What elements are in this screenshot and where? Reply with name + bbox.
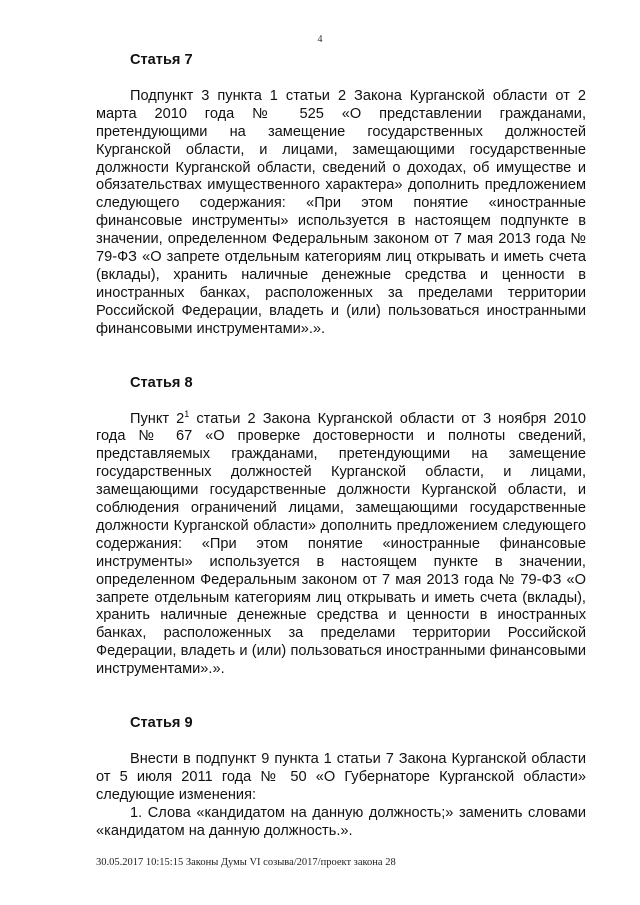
article-paragraph: 1. Слова «кандидатом на данную должность;» заменить словами «кандидатом на данную должность.». <box>96 804 586 839</box>
article-7 <box>96 52 586 339</box>
paragraph-prefix: Пункт 2 <box>130 410 185 427</box>
superscript-marker: 1 <box>184 408 190 419</box>
article-title: Статья 7 <box>130 52 193 68</box>
document-body <box>96 52 586 841</box>
article-paragraph: Внести в подпункт 9 пункта 1 статьи 7 Закона Курганской области от 5 июля 2011 года № 50 «О Губернаторе Курганской области» следующие изменения: <box>96 751 586 803</box>
article-8 <box>96 375 586 680</box>
article-title: Статья 8 <box>130 374 193 391</box>
article-paragraph <box>96 408 586 680</box>
page-number: 4 <box>317 34 323 45</box>
article-9 <box>96 715 586 840</box>
document-footer: 30.05.2017 10:15:15 Законы Думы VI созыва/2017/проект закона 28 <box>96 857 396 868</box>
article-paragraph: Подпункт 3 пункта 1 статьи 2 Закона Курганской области от 2 марта 2010 года № 525 «О представлении гражданами, претендующими на замещение государственных должностей Курганской области, и лицами, замещающими государственные должности Курганской области, сведений о доходах, об имуществе и обязательствах имущественного характера» дополнить предложением следующего содержания: «При этом понятие «иностранные финансовые инструменты» используется в настоящем подпункте в значении, определенном Федеральным законом от 7 мая 2013 года № 79-ФЗ «О запрете отдельным категориям лиц открывать и иметь счета (вклады), хранить наличные денежные средства и ценности в иностранных банках, расположенных за пределами территории Российской Федерации, владеть и (или) пользоваться иностранными финансовыми инструментами».». <box>96 87 586 337</box>
paragraph-rest: статьи 2 Закона Курганской области от 3 ноября 2010 года № 67 «О проверке достоверности и полноты сведений, представляемых гражданами, претендующими на замещение государственных должностей Курганской области, и лицами, замещающими государственные должности Курганской области, и соблюдения ограничений лицами, замещающими государственные должности Курганской области» дополнить предложением следующего содержания: «При этом понятие «иностранные финансовые инструменты» используется в настоящем пункте в значении, определенном Федеральным законом от 7 мая 2013 года № 79-ФЗ «О запрете отдельным категориям лиц открывать и иметь счета (вклады), хранить наличные денежные средства и ценности в иностранных банках, расположенных за пределами территории Российской Федерации, владеть и (или) пользоваться иностранными финансовыми инструментами».». <box>96 410 586 678</box>
article-title: Статья 9 <box>130 715 193 732</box>
